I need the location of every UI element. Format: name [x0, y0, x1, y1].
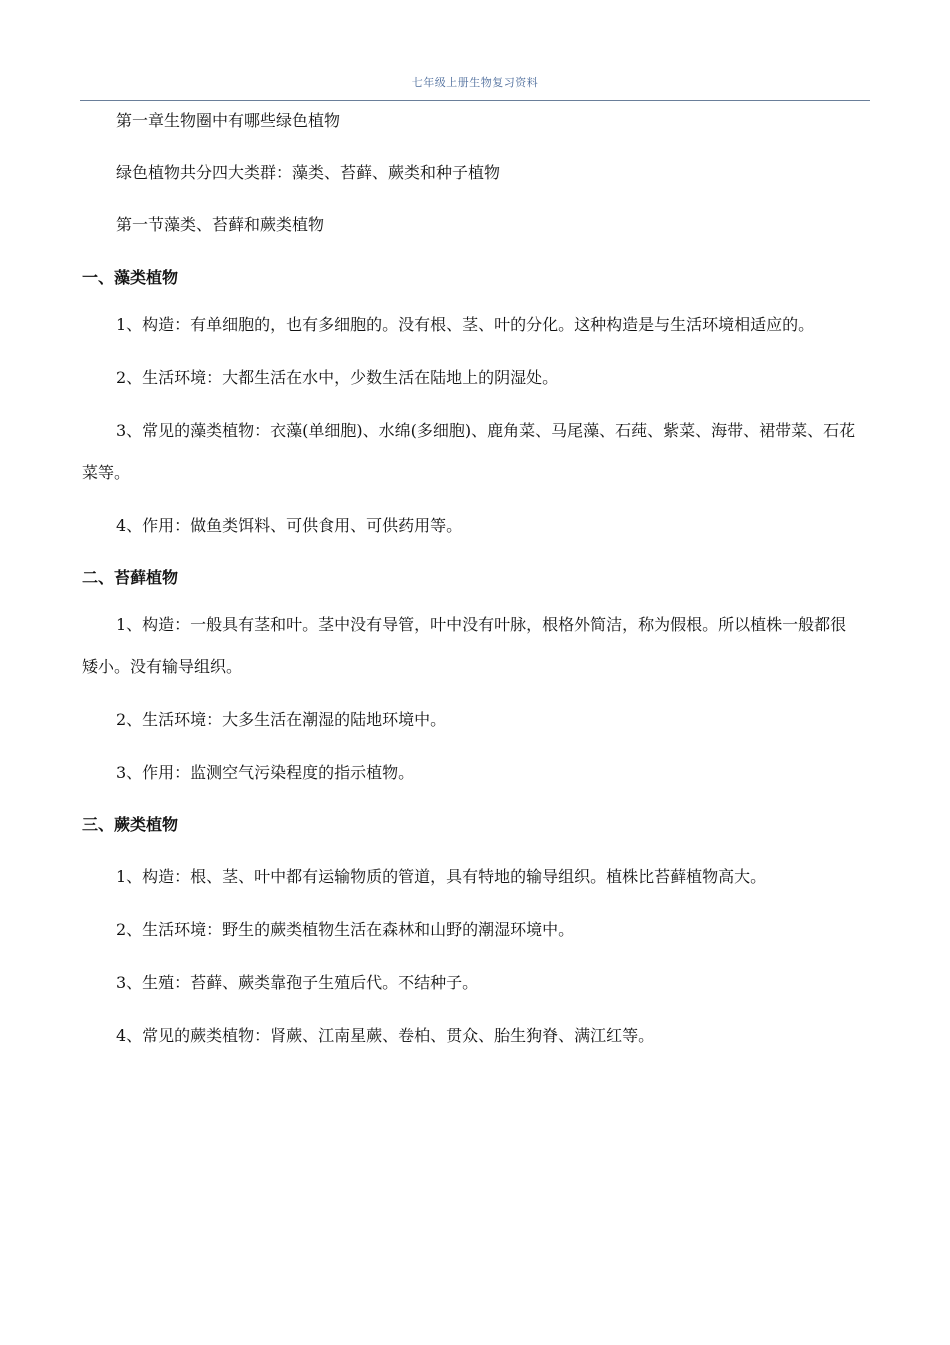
chapter-title: 第一章生物圈中有哪些绿色植物 [116, 111, 341, 130]
document-body [82, 108, 857, 1049]
moss-item-habitat: 2、生活环境：大多生活在潮湿的陆地环境中。 [116, 710, 447, 729]
chapter-intro: 绿色植物共分四大类群：藻类、苔藓、蕨类和种子植物 [116, 163, 501, 182]
heading-fern: 三、蕨类植物 [82, 815, 179, 834]
algae-item-habitat: 2、生活环境：大都生活在水中，少数生活在陆地上的阴湿处。 [116, 368, 559, 387]
fern-item-reproduction: 3、生殖：苔藓、蕨类靠孢子生殖后代。不结种子。 [116, 973, 479, 992]
algae-item-structure: 1、构造：有单细胞的，也有多细胞的。没有根、茎、叶的分化。这种构造是与生活环境相适应的。 [116, 315, 815, 334]
section-title: 第一节藻类、苔藓和蕨类植物 [116, 215, 325, 234]
heading-moss: 二、苔藓植物 [82, 568, 179, 587]
algae-item-uses: 4、作用：做鱼类饵料、可供食用、可供药用等。 [116, 516, 463, 535]
header-title: 七年级上册生物复习资料 [411, 76, 539, 89]
fern-item-examples: 4、常见的蕨类植物：肾蕨、江南星蕨、卷柏、贯众、胎生狗脊、满江红等。 [116, 1026, 655, 1045]
heading-algae: 一、藻类植物 [82, 268, 179, 287]
algae-item-examples: 3、常见的藻类植物：衣藻(单细胞)、水绵(多细胞)、鹿角菜、马尾藻、石莼、紫菜、海带、裙带菜、石花菜等。 [82, 421, 856, 482]
moss-item-uses: 3、作用：监测空气污染程度的指示植物。 [116, 763, 415, 782]
moss-item-structure: 1、构造：一般具有茎和叶。茎中没有导管，叶中没有叶脉，根格外简洁，称为假根。所以植株一般都很矮小。没有输导组织。 [82, 615, 847, 676]
page-header [80, 66, 870, 101]
fern-item-habitat: 2、生活环境：野生的蕨类植物生活在森林和山野的潮湿环境中。 [116, 920, 575, 939]
fern-item-structure: 1、构造：根、茎、叶中都有运输物质的管道，具有特地的输导组织。植株比苔藓植物高大。 [116, 867, 767, 886]
